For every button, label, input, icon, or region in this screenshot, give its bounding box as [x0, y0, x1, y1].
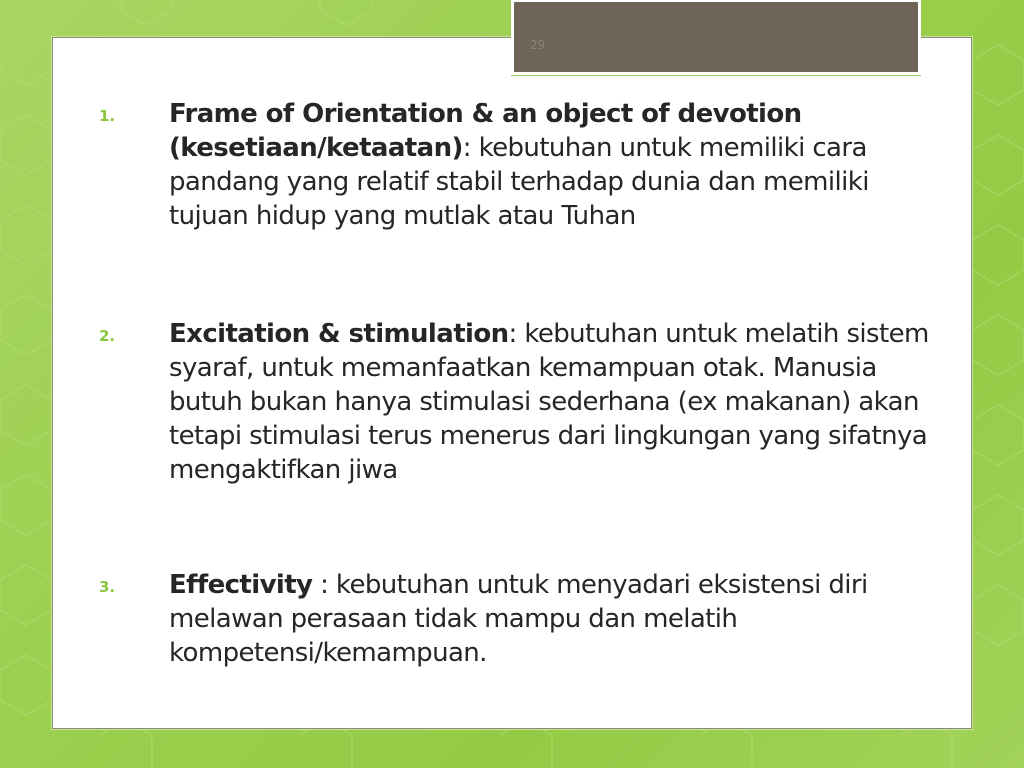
list-item-text [169, 317, 929, 487]
list-item-term: Effectivity [169, 570, 313, 600]
list-item-text [169, 568, 929, 670]
list-item-number: 3. [99, 578, 116, 596]
list-item-description: : kebutuhan untuk melatih sistem syaraf, untuk memanfaatkan kemampuan otak. Manusia butuh bukan hanya stimulasi sederhana (ex makanan) akan tetapi stimulasi terus menerus dari lingkungan yang sifatnya mengaktifkan jiwa [169, 319, 929, 485]
list-item-number: 2. [99, 327, 116, 345]
list-item-term: Frame of Orientation & an object of devotion (kesetiaan/ketaatan) [169, 99, 802, 163]
list-item-text [169, 97, 929, 233]
list-item-description: : kebutuhan untuk menyadari eksistensi diri melawan perasaan tidak mampu dan melatih kompetensi/kemampuan. [169, 570, 868, 668]
list-item-number: 1. [99, 107, 116, 125]
slide-number-tab [511, 0, 921, 75]
slide-number: 29 [530, 38, 546, 52]
list-item-description: : kebutuhan untuk memiliki cara pandang yang relatif stabil terhadap dunia dan memiliki tujuan hidup yang mutlak atau Tuhan [169, 133, 869, 231]
list-item-term: Excitation & stimulation [169, 319, 509, 349]
slide-number-tab-fill [514, 2, 918, 72]
